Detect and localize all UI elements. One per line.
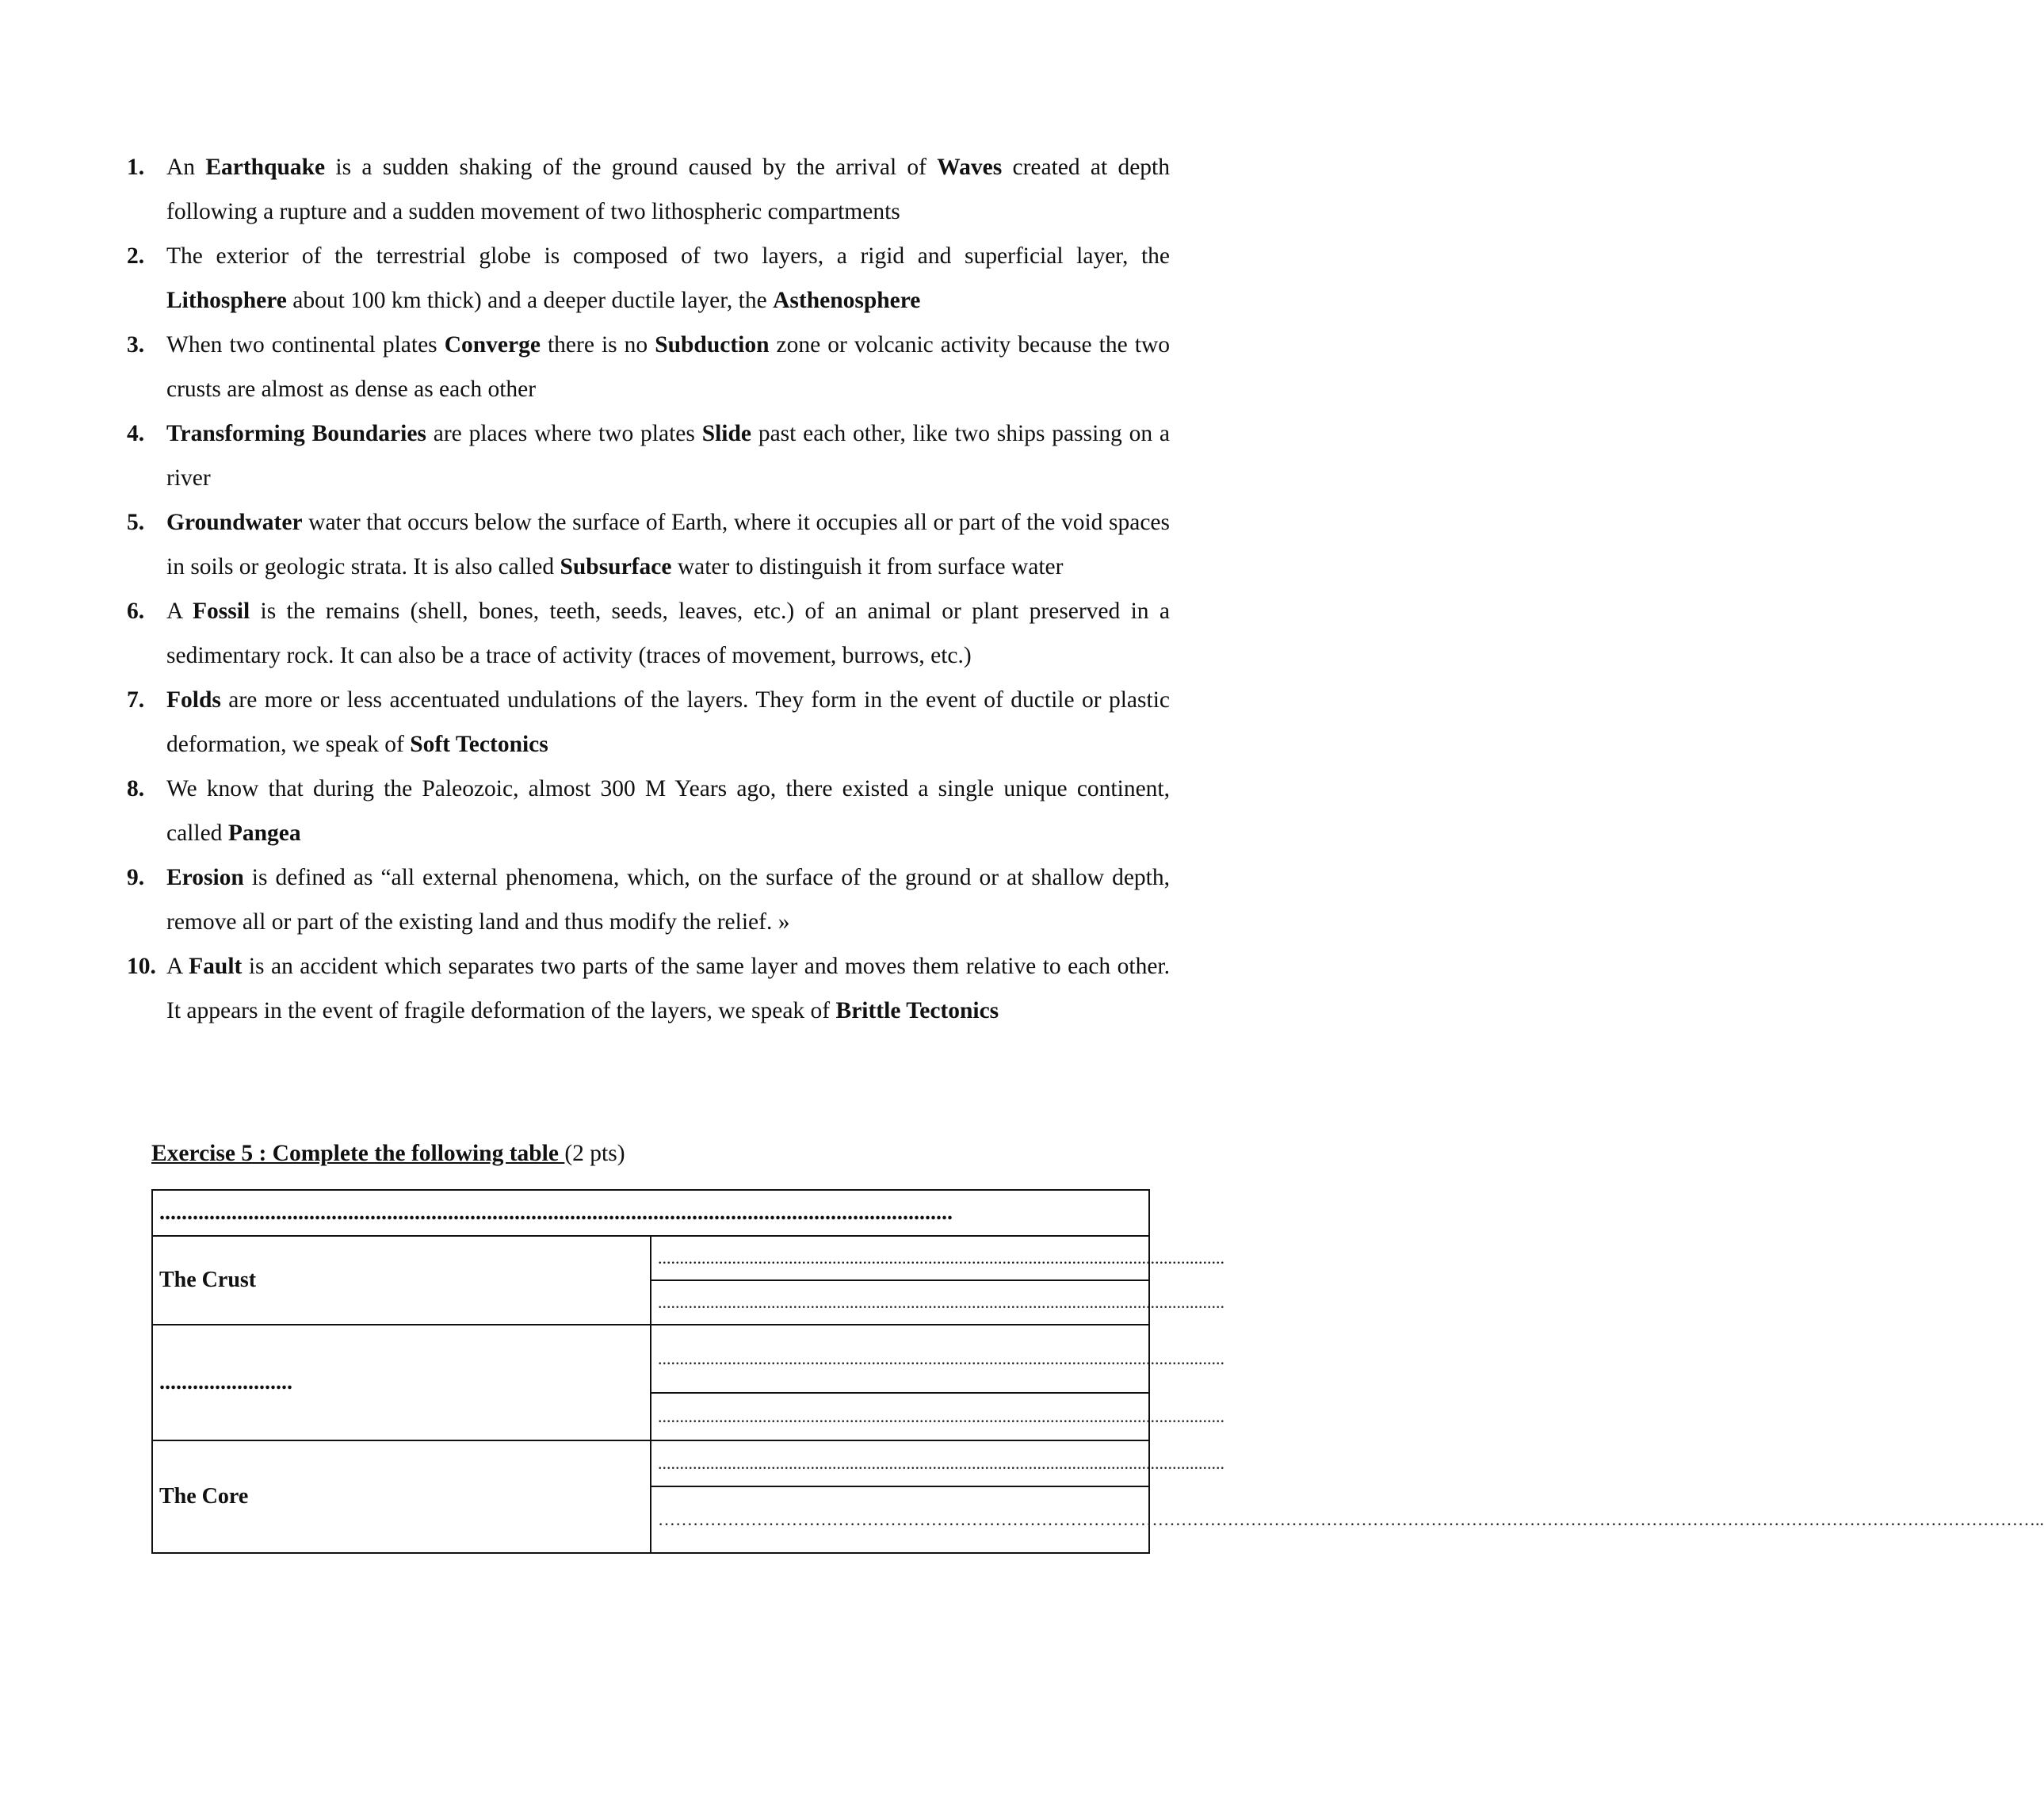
- item-text: An Earthquake is a sudden shaking of the ground caused by the arrival of Waves created at depth following a rupture and a sudden movement of two lithospheric compartments: [166, 155, 1170, 224]
- list-item: [127, 855, 1170, 944]
- item-number: 7.: [127, 687, 145, 713]
- exercise-points: (2 pts): [564, 1141, 625, 1166]
- answer-blank[interactable]: ..................................................................................................................................: [651, 1236, 1149, 1280]
- statement-list: [127, 145, 1170, 1033]
- list-item: [127, 145, 1170, 234]
- item-number: 9.: [127, 865, 145, 890]
- item-text: The exterior of the terrestrial globe is composed of two layers, a rigid and superficial layer, the Lithosphere about 100 km thick) and a deeper ductile layer, the Asthenosphere: [166, 243, 1170, 313]
- item-number: 2.: [127, 243, 145, 269]
- table-row: [152, 1325, 1149, 1393]
- table-row: [152, 1440, 1149, 1486]
- header-blank-cell[interactable]: ...............................................................................................................................................: [152, 1190, 1149, 1236]
- item-text: Erosion is defined as “all external phenomena, which, on the surface of the ground or at shallow depth, remove all or part of the existing land and thus modify the relief. »: [166, 865, 1170, 935]
- list-item: [127, 678, 1170, 767]
- item-number: 4.: [127, 421, 145, 446]
- item-text: When two continental plates Converge there is no Subduction zone or volcanic activity because the two crusts are almost as dense as each other: [166, 332, 1170, 402]
- row-label-core: The Core: [152, 1440, 651, 1553]
- item-text: Folds are more or less accentuated undulations of the layers. They form in the event of ductile or plastic deformation, we speak of Soft Tectonics: [166, 687, 1170, 757]
- item-number: 1.: [127, 155, 145, 180]
- item-text: We know that during the Paleozoic, almost 300 M Years ago, there existed a single unique continent, called Pangea: [166, 776, 1170, 846]
- list-item: [127, 767, 1170, 855]
- list-item: [127, 411, 1170, 500]
- answer-blank[interactable]: ..................................................................................................................................: [651, 1280, 1149, 1325]
- row-label-blank[interactable]: ........................: [152, 1325, 651, 1440]
- table-row: [152, 1236, 1149, 1280]
- list-item: [127, 944, 1170, 1033]
- answer-blank[interactable]: ..................................................................................................................................: [651, 1325, 1149, 1393]
- item-text: A Fault is an accident which separates two parts of the same layer and moves them relative to each other. It appears in the event of fragile deformation of the layers, we speak of Brittle Tectonics: [166, 954, 1170, 1023]
- answer-blank[interactable]: ..................................................................................................................................: [651, 1440, 1149, 1486]
- item-text: A Fossil is the remains (shell, bones, teeth, seeds, leaves, etc.) of an animal or plant preserved in a sedimentary rock. It can also be a trace of activity (traces of movement, burrows, etc.): [166, 599, 1170, 668]
- item-number: 6.: [127, 599, 145, 624]
- item-number: 5.: [127, 510, 145, 535]
- answer-blank[interactable]: …………………………………………………………………………………………………………………………………………………………………………………………………………………..: [651, 1486, 1149, 1553]
- item-number: 3.: [127, 332, 145, 358]
- answer-blank[interactable]: ..................................................................................................................................: [651, 1393, 1149, 1440]
- exercise-heading: [151, 1139, 625, 1168]
- table-header-row: [152, 1190, 1149, 1236]
- exercise-table: [151, 1189, 2044, 1554]
- item-number: 10.: [127, 954, 156, 979]
- list-item: [127, 234, 1170, 323]
- list-item: [127, 323, 1170, 411]
- item-text: Groundwater water that occurs below the surface of Earth, where it occupies all or part of the void spaces in soils or geologic strata. It is also called Subsurface water to distinguish it from surface water: [166, 510, 1170, 580]
- row-label-crust: The Crust: [152, 1236, 651, 1325]
- item-text: Transforming Boundaries are places where two plates Slide past each other, like two ships passing on a river: [166, 421, 1171, 491]
- list-item: [127, 589, 1170, 678]
- list-item: [127, 500, 1170, 589]
- exercise-title: Exercise 5 : Complete the following table: [151, 1141, 565, 1166]
- item-number: 8.: [127, 776, 145, 801]
